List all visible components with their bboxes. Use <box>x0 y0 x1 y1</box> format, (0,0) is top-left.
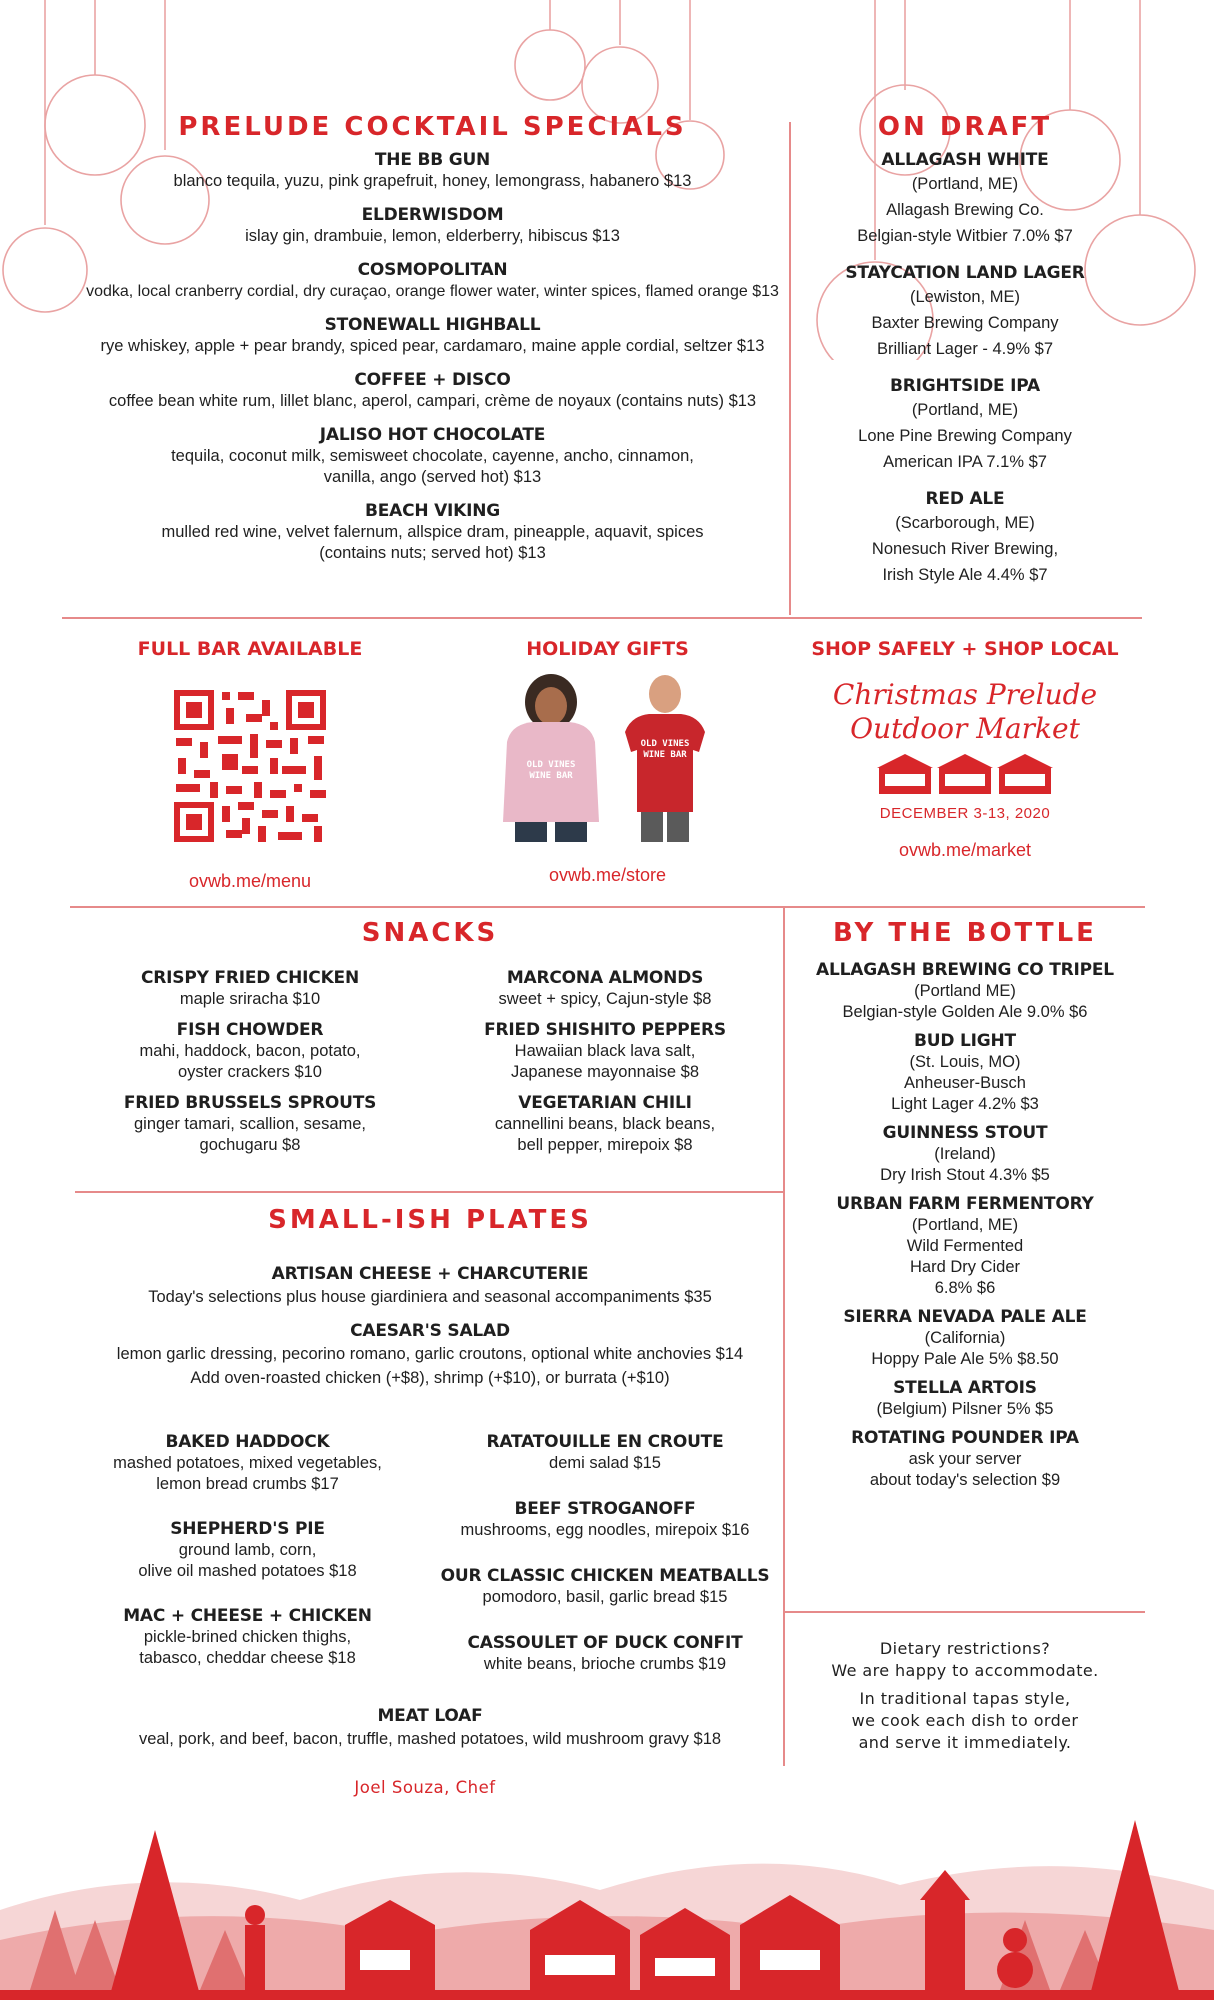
plate-desc: demi salad $15 <box>549 1454 661 1472</box>
plate-desc: ground lamb, corn, <box>178 1541 317 1559</box>
plate-item <box>440 1633 770 1675</box>
merch-photos[interactable] <box>493 672 723 842</box>
plates-right-column <box>440 1432 770 1688</box>
draft-item <box>805 489 1125 588</box>
holiday-village-illustration <box>0 1790 1214 2000</box>
bottle-name: ALLAGASH BREWING CO TRIPEL <box>816 960 1114 980</box>
bottle-name: STELLA ARTOIS <box>893 1378 1037 1398</box>
note-line: In traditional tapas style, <box>859 1689 1071 1708</box>
snack-desc: mahi, haddock, bacon, potato, <box>139 1042 361 1060</box>
plate-desc: Today's selections plus house giardiniera and seasonal accompaniments $35 <box>148 1288 712 1306</box>
cocktail-desc: vodka, local cranberry cordial, dry curaçao, orange flower water, winter spices, flamed orange $13 <box>86 283 779 300</box>
plate-name: RATATOUILLE EN CROUTE <box>486 1432 724 1452</box>
cocktail-desc-line2: vanilla, ango (served hot) $13 <box>323 468 542 486</box>
plate-item <box>440 1566 770 1608</box>
market-url[interactable]: ovwb.me/market <box>898 840 1032 860</box>
bottle-line: Anheuser-Busch <box>904 1074 1026 1092</box>
bottle-line: Hoppy Pale Ale 5% $8.50 <box>871 1350 1059 1368</box>
market-block <box>800 638 1130 861</box>
note-line: we cook each dish to order <box>851 1711 1079 1730</box>
draft-name: RED ALE <box>925 489 1005 509</box>
bottle-item <box>800 1194 1130 1299</box>
divider-mid-horizontal <box>70 906 1145 908</box>
snack-item <box>95 1020 405 1083</box>
snacks-title: SNACKS <box>361 918 499 948</box>
snack-name: FRIED SHISHITO PEPPERS <box>484 1020 726 1040</box>
ornament-mid-2 <box>582 0 658 123</box>
plates-top-items <box>75 1264 785 1403</box>
hoodie-model-image <box>503 674 599 842</box>
plate-desc: mashed potatoes, mixed vegetables, <box>113 1454 382 1472</box>
plate-desc-line2: olive oil mashed potatoes $18 <box>138 1562 357 1580</box>
cocktails-section <box>60 112 805 577</box>
plate-name: BEEF STROGANOFF <box>514 1499 696 1519</box>
cocktail-item <box>60 425 805 488</box>
bottle-line: Hard Dry Cider <box>909 1258 1021 1276</box>
dietary-note <box>800 1638 1130 1754</box>
bottle-line: (Portland, ME) <box>911 1216 1019 1234</box>
plate-name: MAC + CHEESE + CHICKEN <box>123 1606 372 1626</box>
cocktail-item <box>60 150 805 192</box>
bottle-name: SIERRA NEVADA PALE ALE <box>843 1307 1087 1327</box>
bottle-line: ask your server <box>908 1450 1022 1468</box>
bottle-name: BUD LIGHT <box>914 1031 1016 1051</box>
snack-name: CRISPY FRIED CHICKEN <box>140 968 359 988</box>
plate-item <box>440 1432 770 1474</box>
note-line: and serve it immediately. <box>858 1733 1072 1752</box>
plate-item <box>95 1432 400 1495</box>
svg-text:WINE BAR: WINE BAR <box>642 750 687 760</box>
plate-desc: mushrooms, egg noodles, mirepoix $16 <box>460 1521 750 1539</box>
plate-desc: veal, pork, and beef, bacon, truffle, mashed potatoes, wild mushroom gravy $18 <box>138 1730 722 1748</box>
market-logo-line1: Christmas Prelude <box>832 678 1098 711</box>
divider-notes-horizontal <box>783 1611 1145 1613</box>
chef-signature: Joel Souza, Chef <box>354 1778 496 1797</box>
snack-name: FRIED BRUSSELS SPROUTS <box>123 1093 377 1113</box>
cocktail-name: THE BB GUN <box>374 150 491 170</box>
plate-name: CAESAR'S SALAD <box>350 1321 510 1341</box>
snack-item <box>95 1093 405 1156</box>
bottle-name: ROTATING POUNDER IPA <box>851 1428 1079 1448</box>
snack-desc-line2: Japanese mayonnaise $8 <box>510 1063 700 1081</box>
draft-origin: (Portland, ME) <box>911 175 1019 193</box>
plate-name: SHEPHERD'S PIE <box>170 1519 325 1539</box>
plate-desc: pomodoro, basil, garlic bread $15 <box>482 1588 728 1606</box>
cocktail-name: COFFEE + DISCO <box>354 370 511 390</box>
meatloaf-item <box>75 1706 785 1751</box>
plates-title: SMALL-ISH PLATES <box>268 1205 592 1235</box>
plate-desc: white beans, brioche crumbs $19 <box>483 1655 727 1673</box>
snacks-right-column <box>450 968 760 1169</box>
plate-desc: lemon garlic dressing, pecorino romano, garlic croutons, optional white anchovies $14 <box>116 1345 744 1363</box>
cocktail-desc: rye whiskey, apple + pear brandy, spiced pear, cardamaro, maine apple cordial, seltzer $13 <box>100 337 765 355</box>
snack-desc: cannellini beans, black beans, <box>494 1115 716 1133</box>
snack-desc: maple sriracha $10 <box>179 990 321 1008</box>
snack-name: MARCONA ALMONDS <box>506 968 704 988</box>
draft-style: Irish Style Ale 4.4% $7 <box>882 566 1048 584</box>
divider-snacks-horizontal <box>75 1191 783 1193</box>
cocktail-item <box>60 501 805 564</box>
market-logo[interactable] <box>800 678 1130 822</box>
bottle-item <box>800 1428 1130 1491</box>
bottle-line: Light Lager 4.2% $3 <box>891 1095 1039 1113</box>
bottle-line: Belgian-style Golden Ale 9.0% $6 <box>842 1003 1088 1021</box>
cocktail-name: ELDERWISDOM <box>361 205 504 225</box>
draft-brewery: Baxter Brewing Company <box>871 314 1059 332</box>
plates-left-column <box>95 1432 400 1682</box>
snack-item <box>450 1020 760 1083</box>
cocktail-name: STONEWALL HIGHBALL <box>324 315 541 335</box>
plate-item <box>75 1321 785 1390</box>
snacks-left-column <box>95 968 405 1169</box>
cocktail-name: COSMOPOLITAN <box>357 260 508 280</box>
bottle-name: GUINNESS STOUT <box>882 1123 1048 1143</box>
cocktail-item <box>60 315 805 357</box>
plate-name: BAKED HADDOCK <box>165 1432 330 1452</box>
snack-item <box>450 1093 760 1156</box>
holiday-gifts-url[interactable]: ovwb.me/store <box>548 865 667 885</box>
market-dates: DECEMBER 3-13, 2020 <box>879 805 1051 822</box>
snack-desc-line2: gochugaru $8 <box>199 1136 301 1154</box>
draft-brewery: Nonesuch River Brewing, <box>871 540 1059 558</box>
ornament-mid-1 <box>515 0 585 100</box>
cocktail-desc: mulled red wine, velvet falernum, allspice dram, pineapple, aquavit, spices <box>161 523 704 541</box>
plate-item <box>75 1264 785 1309</box>
svg-text:WINE BAR: WINE BAR <box>528 771 573 781</box>
plate-desc-line2: Add oven-roasted chicken (+$8), shrimp (+$10), or burrata (+$10) <box>190 1369 670 1387</box>
bottle-line: (Belgium) Pilsner 5% $5 <box>876 1400 1054 1418</box>
market-stalls-icon <box>875 750 1055 796</box>
snack-desc: Hawaiian black lava salt, <box>514 1042 696 1060</box>
bottle-item <box>800 1307 1130 1370</box>
bottle-line: (California) <box>924 1329 1006 1347</box>
bottle-line: Dry Irish Stout 4.3% $5 <box>880 1166 1050 1184</box>
cocktail-item <box>60 205 805 247</box>
bottle-line: 6.8% $6 <box>934 1279 996 1297</box>
bottle-item <box>800 1031 1130 1115</box>
plate-name: OUR CLASSIC CHICKEN MEATBALLS <box>440 1566 770 1586</box>
draft-section <box>805 112 1125 601</box>
draft-origin: (Lewiston, ME) <box>909 288 1021 306</box>
bottle-item <box>800 1378 1130 1420</box>
plate-item <box>95 1519 400 1582</box>
svg-text:OLD VINES: OLD VINES <box>640 739 689 749</box>
plate-desc: pickle-brined chicken thighs, <box>143 1628 352 1646</box>
bottle-line: (St. Louis, MO) <box>909 1053 1021 1071</box>
bottle-line: about today's selection $9 <box>869 1471 1061 1489</box>
draft-title: ON DRAFT <box>877 112 1053 142</box>
cocktails-title: PRELUDE COCKTAIL SPECIALS <box>178 112 687 142</box>
draft-style: American IPA 7.1% $7 <box>883 453 1047 471</box>
bottle-item <box>800 1123 1130 1186</box>
draft-style: Brilliant Lager - 4.9% $7 <box>876 340 1054 358</box>
plate-item <box>440 1499 770 1541</box>
cocktail-desc-line2: (contains nuts; served hot) $13 <box>319 544 546 562</box>
draft-brewery: Lone Pine Brewing Company <box>858 427 1072 445</box>
draft-name: STAYCATION LAND LAGER <box>845 263 1085 283</box>
cocktail-desc: blanco tequila, yuzu, pink grapefruit, honey, lemongrass, habanero $13 <box>173 172 692 190</box>
plate-name: ARTISAN CHEESE + CHARCUTERIE <box>271 1264 589 1284</box>
divider-top-horizontal <box>62 617 1142 619</box>
snack-desc: sweet + spicy, Cajun-style $8 <box>498 990 712 1008</box>
full-bar-block <box>100 638 400 892</box>
snack-name: FISH CHOWDER <box>176 1020 324 1040</box>
bottle-item <box>800 960 1130 1023</box>
cocktail-name: BEACH VIKING <box>364 501 501 521</box>
note-line: We are happy to accommodate. <box>831 1661 1099 1680</box>
snack-name: VEGETARIAN CHILI <box>518 1093 692 1113</box>
bottle-section <box>800 918 1130 1504</box>
plate-desc-line2: lemon bread crumbs $17 <box>156 1475 339 1493</box>
snack-item <box>95 968 405 1010</box>
svg-text:OLD VINES: OLD VINES <box>526 760 575 770</box>
cocktail-item <box>60 370 805 412</box>
full-bar-url[interactable]: ovwb.me/menu <box>188 871 312 891</box>
plate-name: CASSOULET OF DUCK CONFIT <box>467 1633 743 1653</box>
plate-desc-line2: tabasco, cheddar cheese $18 <box>139 1649 356 1667</box>
draft-style: Belgian-style Witbier 7.0% $7 <box>857 227 1073 245</box>
draft-item <box>805 263 1125 362</box>
snack-desc-line2: bell pepper, mirepoix $8 <box>517 1136 693 1154</box>
snack-item <box>450 968 760 1010</box>
draft-name: BRIGHTSIDE IPA <box>890 376 1040 396</box>
draft-brewery: Allagash Brewing Co. <box>886 201 1044 219</box>
bottle-line: (Portland ME) <box>914 982 1016 1000</box>
cocktail-desc: islay gin, drambuie, lemon, elderberry, hibiscus $13 <box>245 227 620 245</box>
holiday-gifts-title: HOLIDAY GIFTS <box>526 638 689 660</box>
snack-desc-line2: oyster crackers $10 <box>178 1063 322 1081</box>
bottle-line: Wild Fermented <box>906 1237 1024 1255</box>
draft-origin: (Portland, ME) <box>911 401 1019 419</box>
cocktail-item <box>60 260 805 302</box>
bottle-name: URBAN FARM FERMENTORY <box>836 1194 1094 1214</box>
cocktail-name: JALISO HOT CHOCOLATE <box>319 425 546 445</box>
holiday-gifts-block <box>455 638 760 886</box>
full-bar-title: FULL BAR AVAILABLE <box>137 638 363 660</box>
market-title: SHOP SAFELY + SHOP LOCAL <box>811 638 1119 660</box>
plate-name: MEAT LOAF <box>377 1706 483 1726</box>
bottle-title: BY THE BOTTLE <box>833 918 1097 948</box>
cocktail-desc: coffee bean white rum, lillet blanc, aperol, campari, crème de noyaux (contains nuts) $13 <box>108 392 757 410</box>
draft-item <box>805 376 1125 475</box>
draft-origin: (Scarborough, ME) <box>895 514 1035 532</box>
snack-desc: ginger tamari, scallion, sesame, <box>133 1115 366 1133</box>
cocktail-desc: tequila, coconut milk, semisweet chocolate, cayenne, ancho, cinnamon, <box>171 447 694 465</box>
draft-name: ALLAGASH WHITE <box>881 150 1049 170</box>
tshirt-model-image <box>625 675 705 842</box>
draft-item <box>805 150 1125 249</box>
bottle-line: (Ireland) <box>934 1145 996 1163</box>
note-line: Dietary restrictions? <box>879 1639 1051 1658</box>
plate-item <box>95 1606 400 1669</box>
market-logo-line2: Outdoor Market <box>850 712 1080 745</box>
qr-code-icon[interactable] <box>170 686 330 846</box>
